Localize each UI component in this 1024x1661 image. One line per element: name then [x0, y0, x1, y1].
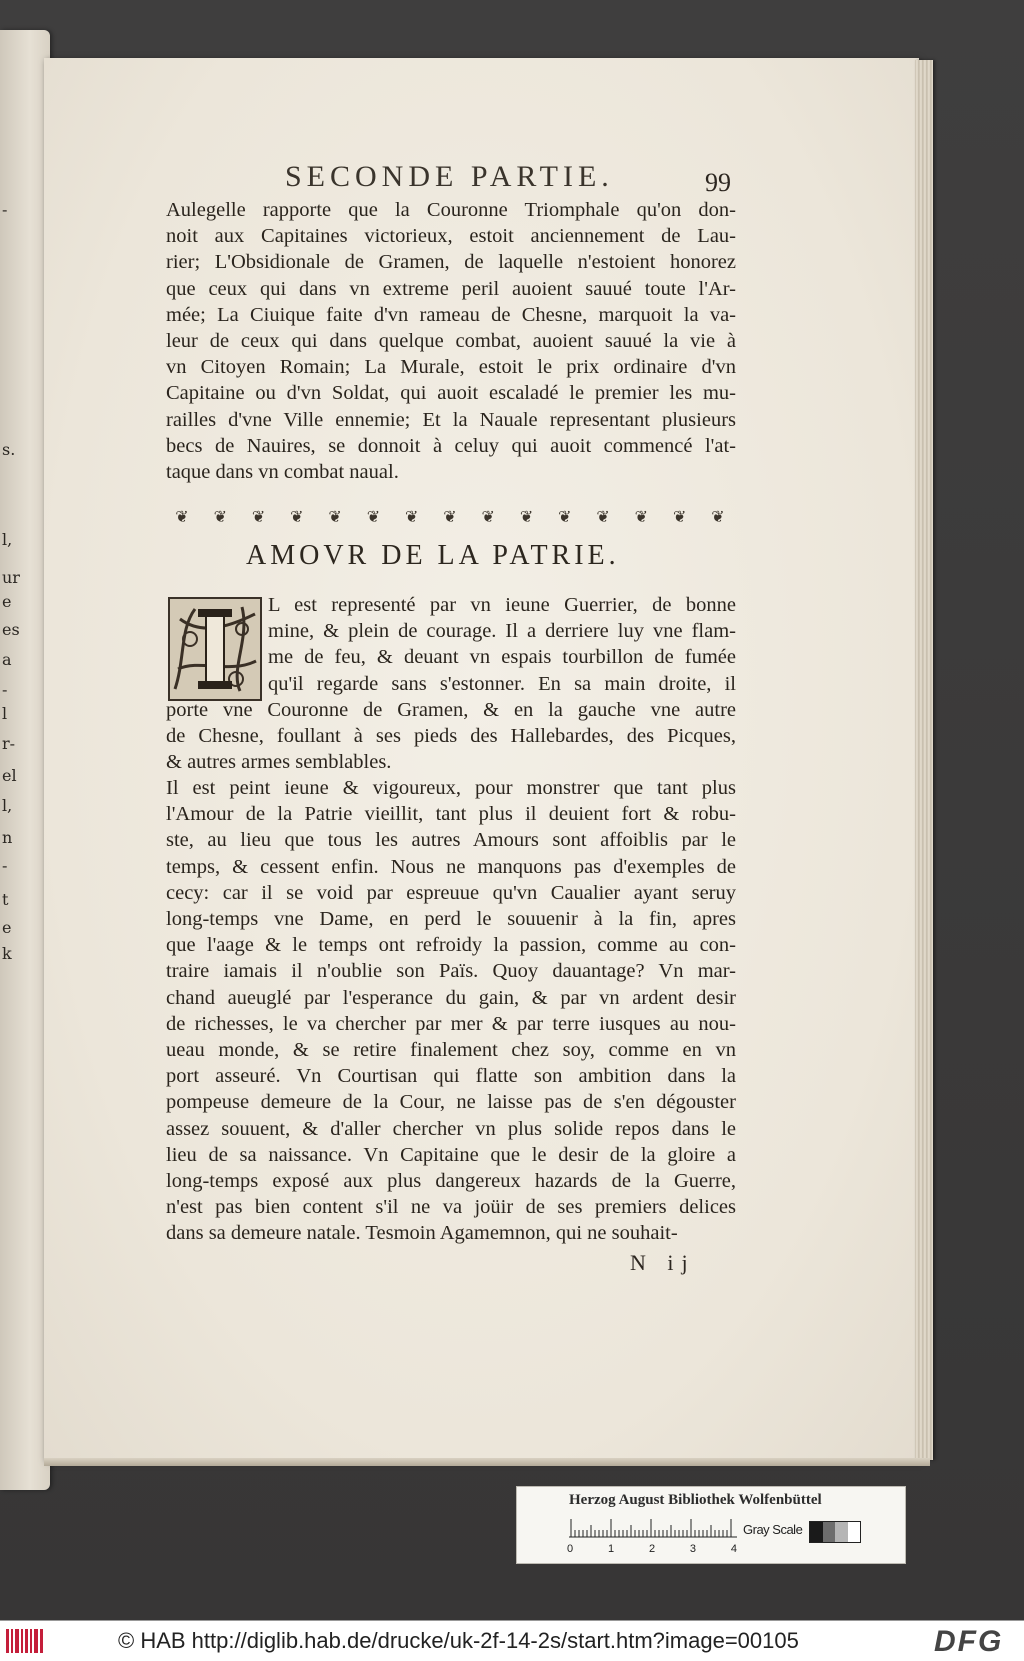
ornament-fleuron-icon: ❦ [328, 507, 342, 526]
text-line: Aulegelle rapporte que la Couronne Triomphale qu'on don- [166, 199, 736, 221]
previous-page-text-fragment: ur [2, 568, 20, 587]
text-line: Il est peint ieune & vigoureux, pour monstrer que tant plus [166, 777, 736, 799]
text-line: vn Citoyen Romain; La Murale, estoit le prix ordinaire d'vn [166, 356, 736, 379]
text-line: taque dans vn combat naual. [166, 461, 399, 484]
decorative-border [164, 506, 736, 528]
hab-logo-icon [6, 1629, 44, 1653]
decorated-initial [168, 597, 262, 701]
ornament-fleuron-icon: ❦ [558, 507, 572, 526]
ornament-fleuron-icon: ❦ [213, 507, 227, 526]
ruler-tick-label: 1 [607, 1543, 615, 1555]
text-line: dans sa demeure natale. Tesmoin Agamemnon, qui ne souhait- [166, 1222, 678, 1245]
library-color-card [516, 1486, 906, 1564]
ornament-fleuron-icon: ❦ [596, 507, 610, 526]
ruler-tick-label: 3 [689, 1543, 697, 1555]
text-line: ste, au lieu que tous les autres Amours sont affoiblis par le [166, 829, 736, 852]
gray-swatch [848, 1522, 861, 1542]
text-line: de richesses, le va chercher par mer & par terre iusques au nou- [166, 1012, 736, 1035]
text-line: traire iamais il n'oublie son Païs. Quoy dauantage? Vn mar- [166, 960, 736, 983]
ornament-fleuron-icon: ❦ [519, 507, 534, 526]
ruler-tick-label: 4 [730, 1543, 737, 1555]
text-line: lieu de sa naissance. Vn Capitaine que le desir de la gloire a [166, 1143, 736, 1166]
second-paragraph [166, 775, 736, 1247]
text-line: port asseuré. Vn Courtisan qui flatte son ambition dans la [166, 1065, 736, 1088]
text-line: rier; L'Obsidionale de Gramen, de laquelle n'estoient honorez [166, 251, 736, 274]
text-line: railles d'vne Ville ennemie; Et la Nauale representant plusieurs [166, 408, 736, 431]
previous-page-text-fragment: a [2, 650, 12, 669]
text-line: que ceux qui dans vn extreme peril auoient sauué toute l'Ar- [166, 277, 736, 300]
section-title: AMOVR DE LA PATRIE. [246, 540, 620, 571]
text-line: de Chesne, foullant à ses pieds des Hallebardes, des Picques, [166, 725, 736, 748]
ornament-fleuron-icon: ❦ [251, 507, 266, 526]
text-line: ueau monde, & se retire finalement chez soy, comme en vn [166, 1039, 736, 1062]
text-line: leur de ceux qui dans quelque combat, auoient sauué la vie à [166, 330, 736, 353]
previous-page-text-fragment: es [2, 620, 20, 639]
previous-page-text-fragment: n [2, 828, 13, 847]
previous-page-text-fragment: e [2, 592, 12, 611]
previous-page-text-fragment: - [2, 856, 8, 875]
text-line: mée; La Ciuique faite d'vn rameau de Chesne, marquoit la va- [166, 303, 736, 326]
ornament-fleuron-icon: ❦ [404, 507, 419, 526]
previous-page-text-fragment: l, [2, 530, 13, 549]
library-name: Herzog August Bibliothek Wolfenbüttel [569, 1492, 822, 1508]
top-paragraph [166, 197, 736, 485]
text-line: temps, & cessent enfin. Nous ne manquons pas d'exemples de [166, 855, 736, 878]
text-line: me de feu, & deuant vn espais tourbillon de fumée [268, 646, 736, 669]
viewer-footer [0, 1620, 1024, 1661]
page-number: 99 [705, 168, 731, 197]
text-line: L est representé par vn ieune Guerrier, de bonne [268, 594, 736, 616]
ornament-fleuron-icon: ❦ [290, 507, 304, 526]
ornament-fleuron-icon: ❦ [481, 507, 495, 526]
previous-page-text-fragment: k [2, 944, 12, 963]
text-line: assez souuent, & d'aller chercher vn plus solide repos dans le [166, 1117, 736, 1140]
previous-page-text-fragment: l, [2, 796, 13, 815]
ruler-tick-label: 0 [567, 1543, 574, 1555]
previous-page-text-fragment: el [2, 766, 17, 785]
previous-page-text-fragment: t [2, 890, 9, 909]
first-paragraph [166, 592, 736, 775]
previous-page-text-fragment: s. [2, 440, 16, 459]
text-line: porte vne Couronne de Gramen, & en la gauche vne autre [166, 698, 736, 721]
previous-page-text-fragment: r- [2, 734, 16, 753]
gray-swatch [810, 1522, 823, 1542]
ornament-fleuron-icon: ❦ [443, 507, 457, 526]
ornament-fleuron-icon: ❦ [634, 507, 649, 526]
text-line: mine, & plein de courage. Il a derriere luy vne flam- [268, 620, 736, 643]
ornament-fleuron-icon: ❦ [366, 507, 381, 526]
page-bottom-edge [44, 1458, 930, 1466]
text-line: cecy: car il se void par espreuue qu'vn Caualier ayant seruy [166, 881, 736, 904]
text-line: qu'il regarde sans s'estonner. En sa main droite, il [268, 672, 736, 695]
previous-page-text-fragment: - [2, 680, 8, 699]
text-line: que l'aage & le temps ont refroidy la passion, comme au con- [166, 934, 736, 957]
dfg-logo: DFG [934, 1625, 1004, 1658]
ruler-tick-label: 2 [648, 1543, 656, 1555]
text-line: l'Amour de la Patrie vieillit, tant plus il deuient fort & robu- [166, 803, 736, 826]
decorated-initial-art [170, 599, 260, 699]
text-line: pompeuse demeure de la Cour, ne laisse pas de s'en dégouster [166, 1091, 736, 1114]
text-line: becs de Nauires, se donnoit à celuy qui auoit commencé l'at- [166, 434, 736, 457]
ruler-scale [569, 1517, 737, 1539]
text-line: n'est pas bien content s'il ne va joüir de ses premiers delices [166, 1196, 736, 1219]
text-line: & autres armes semblables. [166, 751, 392, 774]
previous-page-text-fragment: - [2, 200, 8, 219]
previous-page-text-fragment: e [2, 918, 12, 937]
text-line: noit aux Capitaines victorieux, estoit anciennement de Lau- [166, 225, 736, 248]
text-line: long-temps vne Dame, en perd le souuenir à la fin, apres [166, 908, 736, 931]
previous-page-text-fragment: l [2, 704, 8, 723]
page-stack-edge [915, 60, 933, 1460]
running-head: SECONDE PARTIE. [285, 160, 614, 193]
gray-swatch [823, 1522, 836, 1542]
gray-scale-swatches [809, 1521, 861, 1543]
text-line: long-temps exposé aux plus dangereux hazards de la Guerre, [166, 1170, 736, 1193]
text-line: chand aueuglé par l'esperance du gain, & par vn ardent desir [166, 986, 736, 1009]
text-line: Capitaine ou d'vn Soldat, qui auoit escaladé le premier les mu- [166, 382, 736, 405]
copyright-url[interactable]: © HAB http://diglib.hab.de/drucke/uk-2f-14-2s/start.htm?image=00105 [118, 1628, 799, 1653]
ornament-fleuron-icon: ❦ [672, 507, 687, 526]
ornament-fleuron-icon: ❦ [711, 507, 725, 526]
gray-swatch [835, 1522, 848, 1542]
catchword: N ij [630, 1250, 696, 1275]
ornament-fleuron-icon: ❦ [175, 507, 189, 526]
ruler-tick-labels [567, 1543, 737, 1555]
previous-page-edge [0, 30, 50, 1490]
gray-scale-label: Gray Scale [743, 1522, 803, 1537]
